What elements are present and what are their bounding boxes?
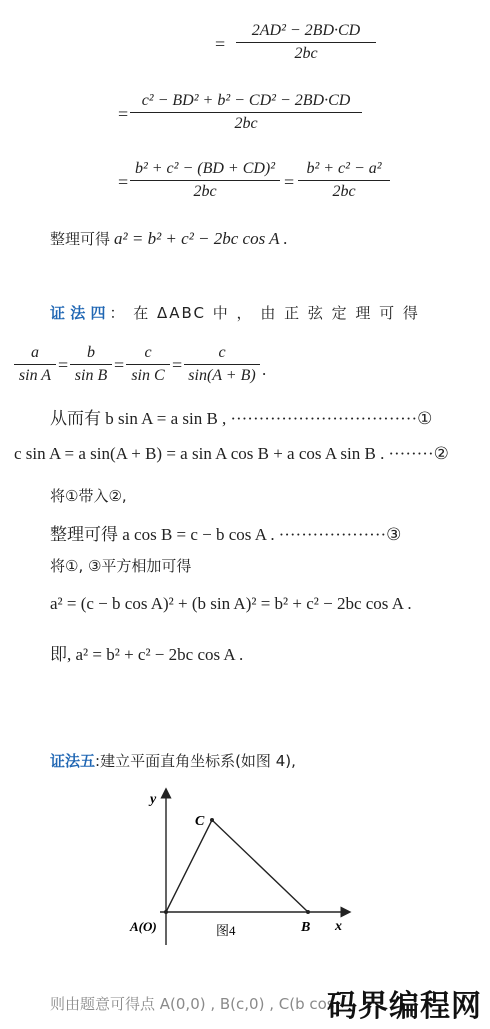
tidy-formula: a² = b² + c² − 2bc cos A . (114, 229, 288, 248)
method4-line2 (14, 444, 449, 464)
fraction-denominator: sin B (74, 367, 108, 384)
line2-text: c sin A = a sin(A + B) = a sin A cos B + a cos A sin B . (14, 444, 385, 463)
coordinate-figure (120, 785, 360, 955)
triangle-sides (166, 820, 308, 912)
tidy-line (50, 228, 288, 249)
eq3-numerator-1: b² + c² − (BD + CD)² (134, 160, 276, 177)
y-axis-label: y (150, 792, 157, 807)
equals-sign: = (114, 355, 125, 375)
method4-title: 证 法 四 (50, 304, 106, 322)
eq1-numerator: 2AD² − 2BD·CD (251, 22, 361, 39)
fraction-eq1 (236, 22, 376, 63)
method4-line1 (50, 404, 432, 429)
method5-heading (50, 750, 296, 771)
equals-sign: = (118, 172, 129, 192)
fraction-denominator: sin A (18, 367, 52, 384)
equals-sign: = (172, 355, 183, 375)
eq3-denominator-1: 2bc (193, 183, 217, 200)
line4-text: 整理可得 a cos B = c − b cos A . (50, 525, 275, 544)
line1-dots: ·································① (230, 409, 433, 428)
fraction-c-sinC (126, 344, 170, 385)
equals-sign: = (284, 172, 295, 192)
fraction-numerator: c (144, 344, 152, 361)
point-origin (164, 910, 168, 914)
eq2-numerator: c² − BD² + b² − CD² − 2BD·CD (141, 92, 351, 109)
b-label: B (301, 920, 311, 935)
period: . (262, 360, 267, 379)
eq1-denominator: 2bc (294, 45, 318, 62)
method4-line6: a² = (c − b cos A)² + (b sin A)² = b² + c² − 2bc cos A . (50, 594, 412, 613)
line4-dots: ···················③ (278, 525, 402, 544)
fraction-numerator: c (218, 344, 226, 361)
method4-line5: 将①, ③平方相加可得 (50, 557, 192, 575)
fraction-b-sinB (70, 344, 112, 385)
line1-text: 从而有 b sin A = a sin B , (50, 409, 227, 428)
eq2-denominator: 2bc (234, 115, 258, 132)
fraction-c-sinAB (184, 344, 260, 385)
equals-sign: = (118, 104, 129, 124)
equals-sign: = (58, 355, 69, 375)
point-b (306, 910, 310, 914)
figure-caption: 图4 (216, 923, 236, 938)
method5-bottom-text: 则由题意可得点 A(0,0) , B(c,0) , C(b cos (50, 995, 335, 1013)
origin-label: A(O) (130, 919, 157, 934)
method5-title: 证法五 (50, 752, 96, 770)
eq3-denominator-2: 2bc (332, 183, 356, 200)
fraction-numerator: a (31, 344, 39, 361)
fraction-eq3b (298, 160, 390, 201)
x-axis-label: x (335, 919, 342, 934)
equals-sign: = (215, 34, 226, 54)
method4-line4 (50, 520, 401, 545)
fraction-eq3a (130, 160, 280, 201)
fraction-numerator: b (87, 344, 95, 361)
method4-heading (50, 302, 420, 323)
method4-text: ： 在 ΔABC 中 ， 由 正 弦 定 理 可 得 (109, 304, 420, 322)
method5-text: :建立平面直角坐标系(如图 4), (95, 752, 296, 770)
fraction-a-sinA (14, 344, 56, 385)
line2-dots: ········② (388, 444, 449, 463)
watermark: 码界编程网 (327, 989, 482, 1024)
tidy-prefix: 整理可得 (50, 230, 111, 248)
point-c (210, 818, 214, 822)
c-label: C (195, 814, 205, 829)
fraction-eq2 (130, 92, 362, 133)
fraction-denominator: sin C (131, 367, 165, 384)
eq3-numerator-2: b² + c² − a² (306, 160, 382, 177)
method4-line7: 即, a² = b² + c² − 2bc cos A . (50, 645, 244, 664)
method4-line3: 将①带入②, (50, 487, 127, 505)
fraction-denominator: sin(A + B) (188, 367, 256, 384)
